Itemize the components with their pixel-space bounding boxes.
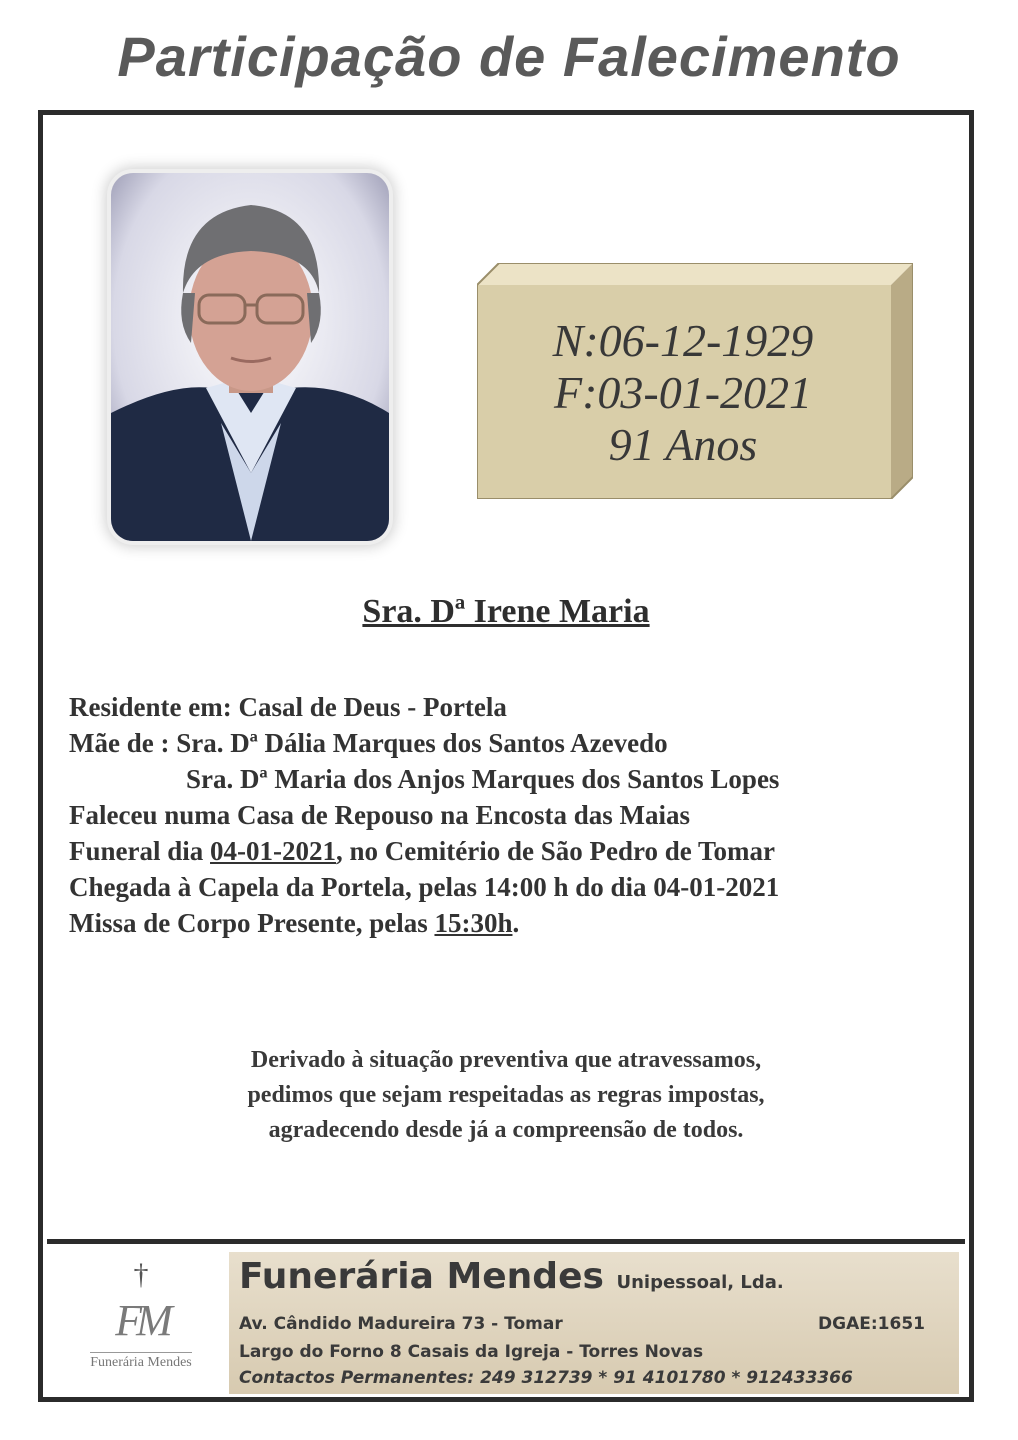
address-tomar: Av. Cândido Madureira 73 - Tomar	[239, 1314, 563, 1334]
notice-line-1: Derivado à situação preventiva que atravessamos,	[250, 1047, 762, 1073]
address-torres-novas: Largo do Forno 8 Casais da Igreja - Torres Novas	[239, 1342, 704, 1362]
death-date: F:03-01-2021	[553, 367, 813, 418]
notice-frame	[38, 110, 974, 1402]
portrait-photo	[111, 173, 389, 541]
funeral-home-footer	[47, 1239, 965, 1402]
mass-prefix: Missa de Corpo Presente, pelas	[69, 908, 435, 938]
mother-of-line-2: Sra. Dª Maria dos Anjos Marques dos Santos Lopes	[186, 764, 780, 794]
logo-caption: Funerária Mendes	[90, 1352, 191, 1371]
covid-notice	[43, 1043, 969, 1148]
company-name-text: Funerária Mendes	[239, 1256, 604, 1297]
page-title: Participação de Falecimento	[117, 25, 901, 88]
arrival-line: Chegada à Capela da Portela, pelas 14:00 h do dia 04-01-2021	[69, 872, 780, 902]
company-suffix: Unipessoal, Lda.	[616, 1272, 784, 1293]
monogram-logo: FM	[115, 1296, 167, 1345]
mass-suffix: .	[512, 908, 520, 938]
mother-of-line: Mãe de : Sra. Dª Dália Marques dos Santos Azevedo	[69, 728, 668, 758]
deceased-name: Sra. Dª Irene Maria	[362, 593, 650, 630]
age: 91 Anos	[608, 419, 758, 470]
notice-line-3: agradecendo desde já a compreensão de todos.	[268, 1117, 744, 1143]
dates-plaque	[477, 263, 913, 499]
funeral-date: 04-01-2021	[210, 836, 336, 866]
funeral-line	[69, 833, 779, 869]
funeral-suffix: , no Cemitério de São Pedro de Tomar	[336, 836, 775, 866]
mass-line	[69, 905, 779, 941]
contacts: Contactos Permanentes: 249 312739 * 91 4101780 * 912433366	[239, 1368, 853, 1388]
dgae-number: DGAE:1651	[818, 1314, 925, 1334]
funeral-prefix: Funeral dia	[69, 836, 211, 866]
company-name	[239, 1256, 784, 1297]
died-at-line: Faleceu numa Casa de Repouso na Encosta das Maias	[69, 800, 691, 830]
funeral-details	[69, 689, 779, 941]
birth-date: N:06-12-1929	[552, 315, 814, 366]
funeral-home-logo	[61, 1254, 221, 1394]
mass-time: 15:30h	[434, 908, 513, 938]
company-info	[229, 1252, 959, 1394]
residence-line: Residente em: Casal de Deus - Portela	[69, 692, 507, 722]
notice-line-2: pedimos que sejam respeitadas as regras impostas,	[247, 1082, 765, 1108]
cross-icon: †	[133, 1258, 149, 1291]
